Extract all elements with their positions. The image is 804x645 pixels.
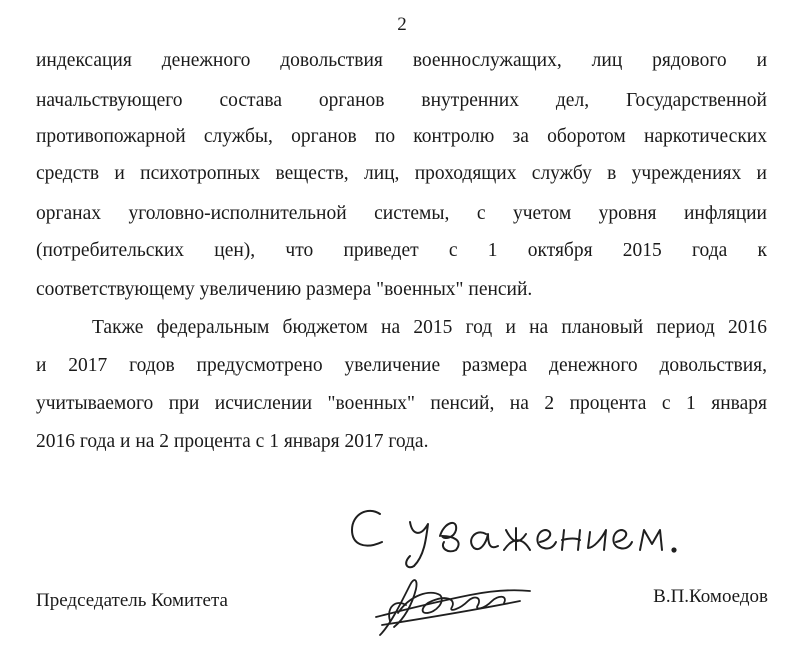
paragraph-1-line: средств и психотропных веществ, лиц, проходящих службу в учреждениях и <box>36 163 767 184</box>
handwritten-signature <box>360 565 540 640</box>
paragraph-1-line: (потребительских цен), что приведет с 1 октября 2015 года к <box>36 240 767 261</box>
paragraph-2-line: и 2017 годов предусмотрено увеличение размера денежного довольствия, <box>36 355 767 376</box>
paragraph-2-line: Также федеральным бюджетом на 2015 год и на плановый период 2016 <box>92 317 767 338</box>
paragraph-2-line: 2016 года и на 2 процента с 1 января 2017 года. <box>36 431 429 452</box>
signatory-title: Председатель Комитета <box>36 590 228 611</box>
signatory-name: В.П.Комоедов <box>653 586 768 607</box>
handwritten-closing <box>340 500 720 570</box>
paragraph-1-line: органах уголовно-исполнительной системы, с учетом уровня инфляции <box>36 203 767 224</box>
paragraph-2-line: учитываемого при исчислении "военных" пенсий, на 2 процента с 1 января <box>36 393 767 414</box>
paragraph-1-line: индексация денежного довольствия военнослужащих, лиц рядового и <box>36 50 767 71</box>
paragraph-1-line: противопожарной службы, органов по контролю за оборотом наркотических <box>36 126 767 147</box>
paragraph-1-line: соответствующему увеличению размера "военных" пенсий. <box>36 279 533 300</box>
paragraph-1-line: начальствующего состава органов внутренних дел, Государственной <box>36 90 767 111</box>
page-number: 2 <box>397 14 407 35</box>
